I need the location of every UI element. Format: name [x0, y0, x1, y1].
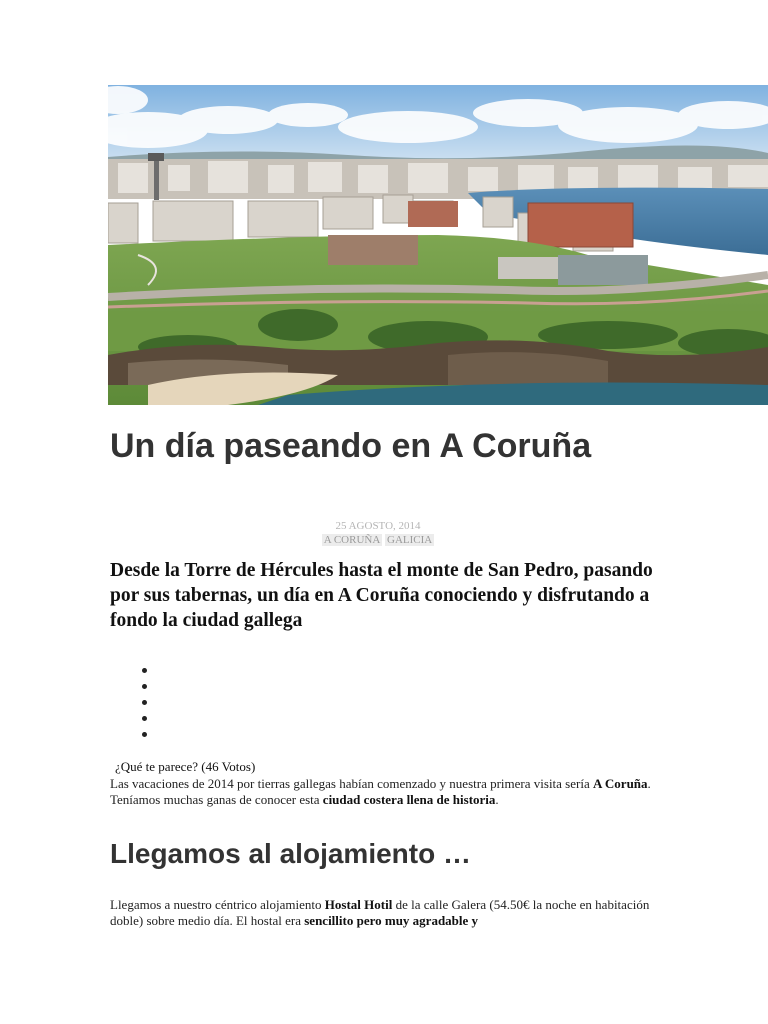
hero-image — [108, 85, 768, 405]
share-list — [142, 663, 154, 743]
share-item[interactable] — [142, 679, 154, 695]
intro-bold-1: A Coruña — [592, 776, 648, 791]
rating-votes[interactable]: ¿Qué te parece? (46 Votos) — [115, 759, 256, 774]
section-text-1: Llegamos a nuestro céntrico alojamiento — [110, 897, 325, 912]
category-link-galicia[interactable]: GALICIA — [387, 534, 433, 546]
intro-text-1: Las vacaciones de 2014 por tierras gallegas habían comenzado y nuestra primera visita sería — [110, 776, 593, 791]
category-link-a-coruna[interactable]: A CORUÑA — [323, 534, 381, 546]
share-item[interactable] — [142, 711, 154, 727]
intro-text-2: . Teníamos muchas ganas de conocer esta — [110, 776, 651, 807]
section-bold-2: sencillito pero muy agradable y — [304, 913, 479, 928]
share-item[interactable] — [142, 727, 154, 743]
share-item[interactable] — [142, 695, 154, 711]
section-bold-1: Hostal Hotil — [324, 897, 393, 912]
intro-bold-2: ciudad costera llena de historia — [322, 792, 496, 807]
publish-date: 25 AGOSTO, 2014 — [335, 520, 421, 532]
article-title: Un día paseando en A Coruña — [110, 427, 592, 465]
category-list — [110, 533, 646, 547]
intro-text-3: . — [495, 792, 499, 807]
intro-paragraph — [110, 776, 670, 808]
article-subtitle: Desde la Torre de Hércules hasta el monte de San Pedro, pasando por sus tabernas, un día en A Coruña conociendo y disfrutando a fondo la ciudad gallega — [110, 560, 653, 631]
share-item[interactable] — [142, 663, 154, 679]
section-paragraph — [110, 897, 670, 929]
section-heading: Llegamos al alojamiento … — [110, 838, 471, 869]
article-meta — [110, 519, 646, 547]
section-text-2: de la calle Galera (54.50€ la noche en habitación doble) sobre medio día. El hostal era — [110, 897, 650, 928]
